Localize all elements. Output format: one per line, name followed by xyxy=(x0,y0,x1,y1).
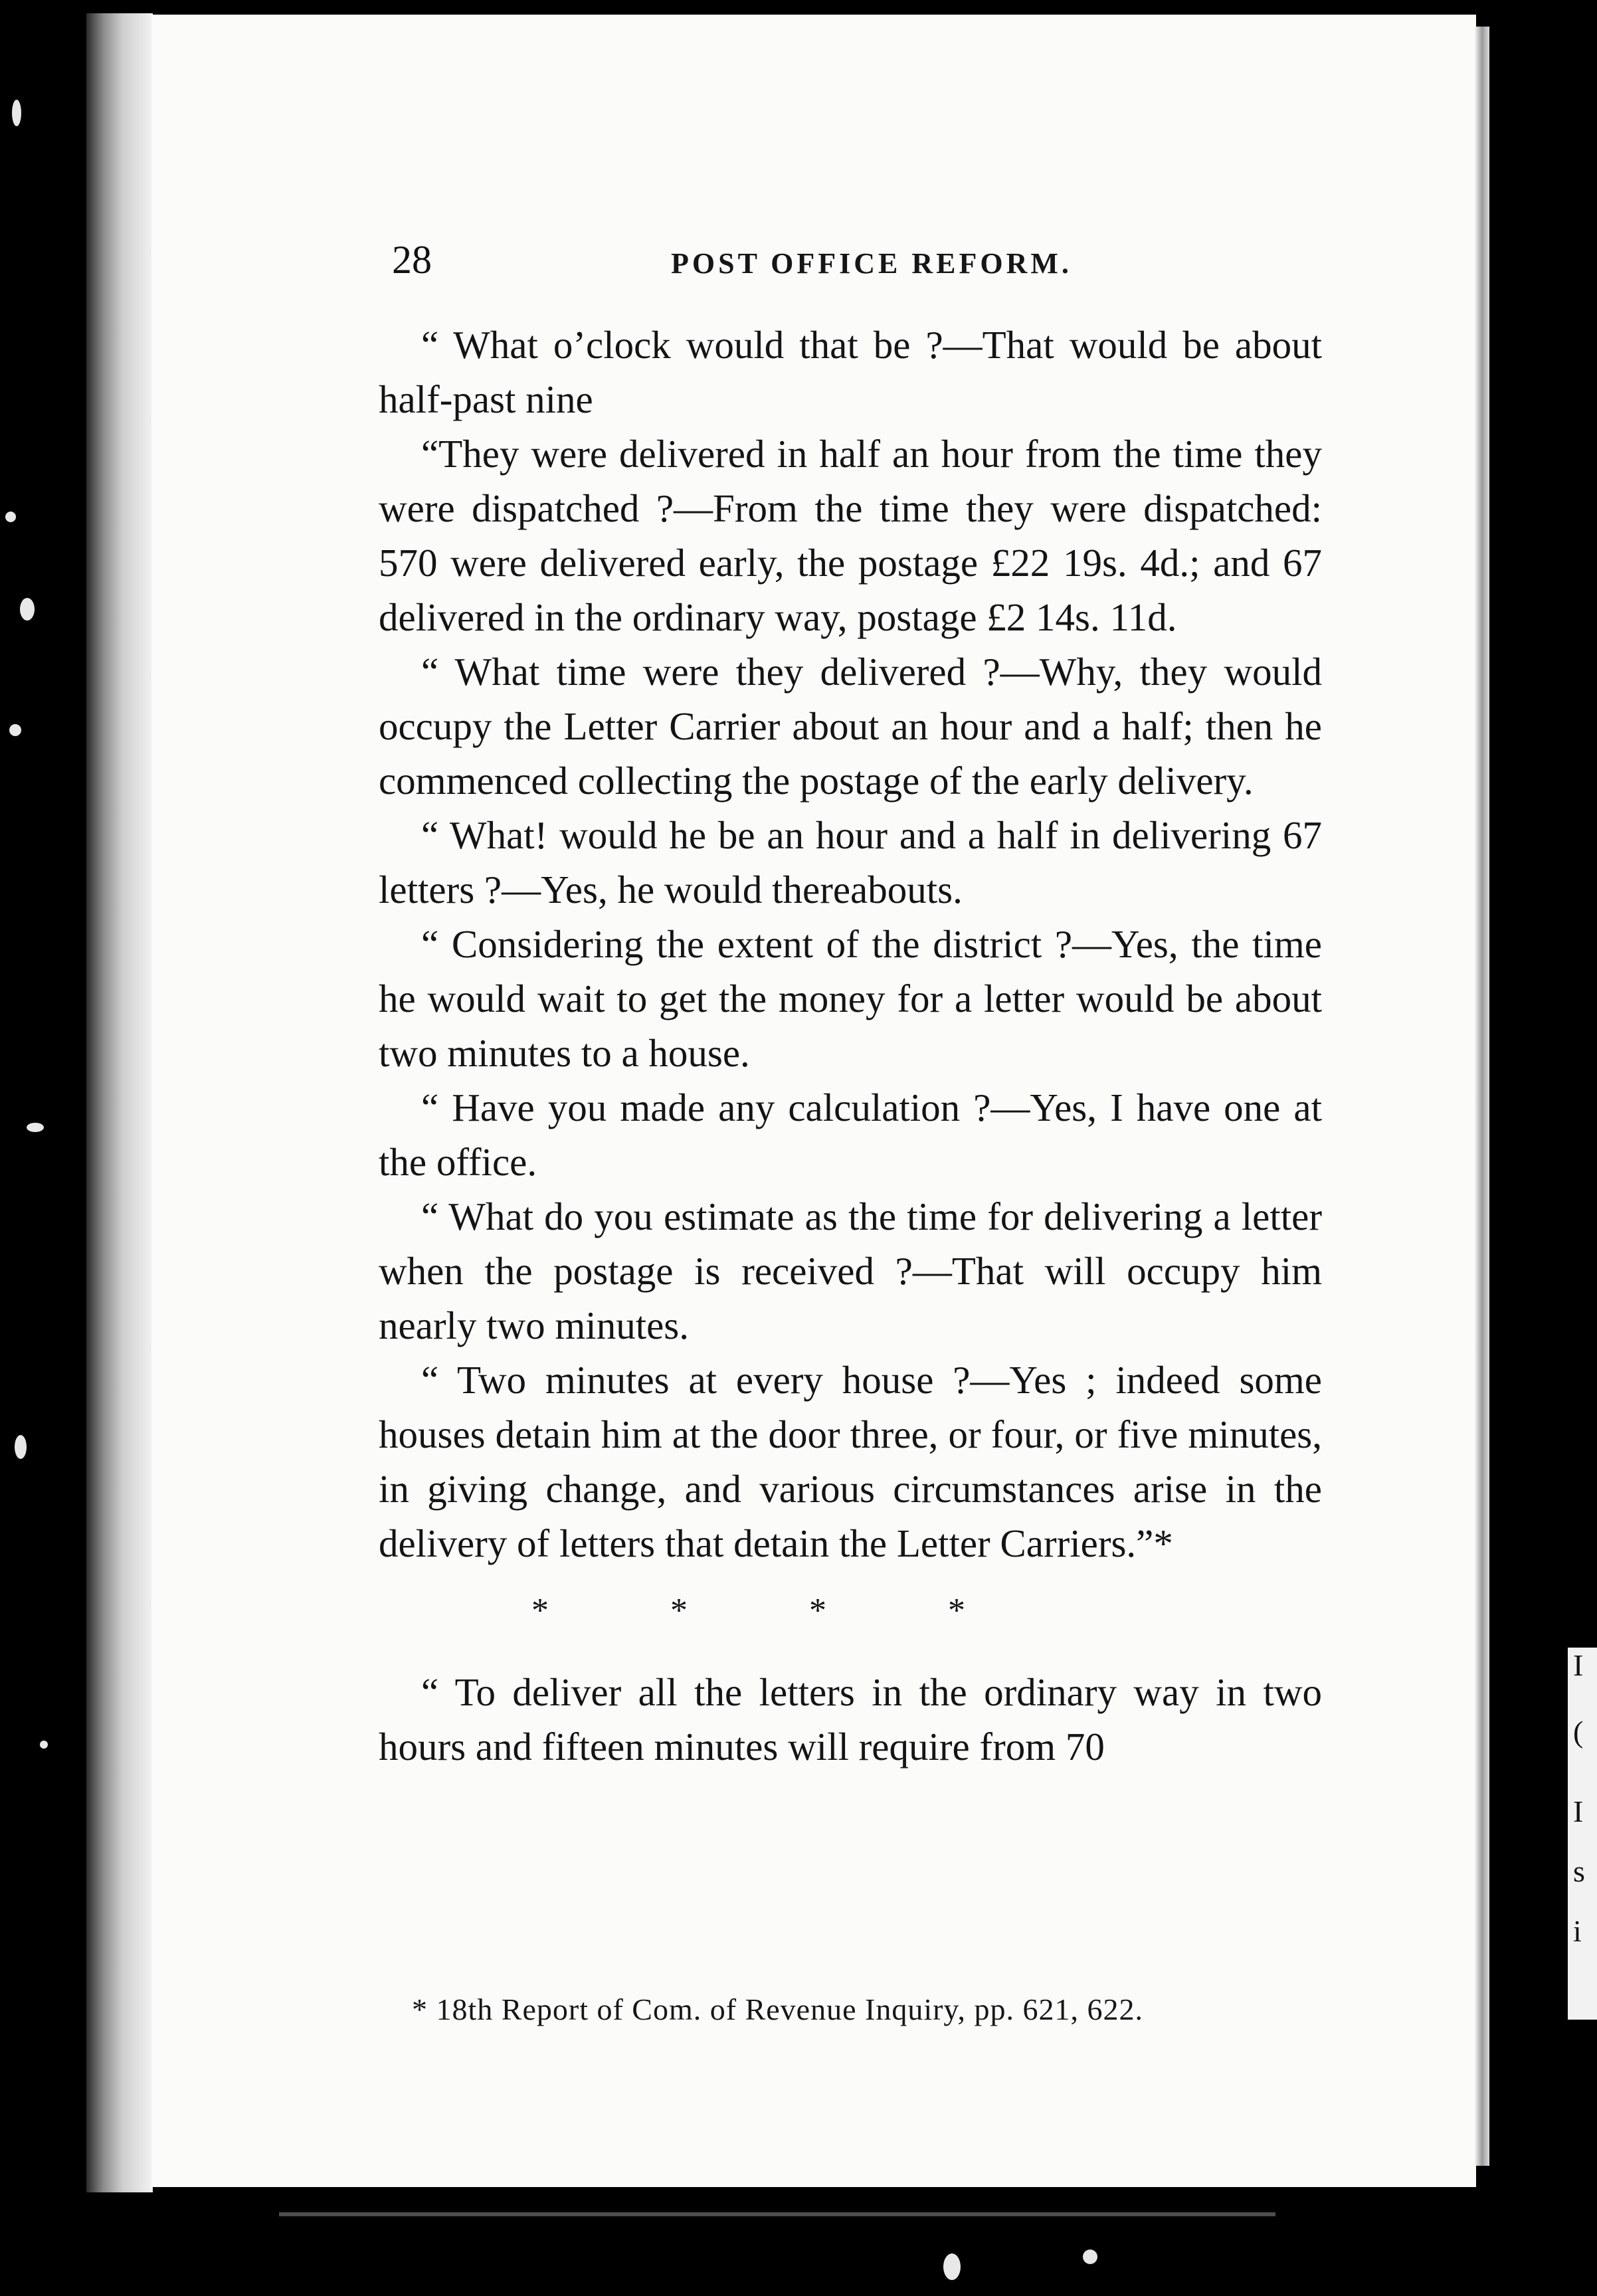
paragraph: “ Two minutes at every house ?—Yes ; indeed some houses detain him at the door three, or four, or five minutes, in giving change, and various circumstances arise in the delivery of letters that detain the Letter Carriers.”* xyxy=(379,1358,1322,1565)
scan-speck xyxy=(15,1435,27,1459)
scan-speck xyxy=(27,1123,44,1132)
closing-paragraph: “ To deliver all the letters in the ordinary way in two hours and fifteen minutes will require from 70 xyxy=(379,1670,1322,1769)
margin-fragment: i xyxy=(1573,1914,1582,1948)
paragraph: “ Considering the extent of the district ?—Yes, the time he would wait to get the money for a letter would be about two minutes to a house. xyxy=(379,922,1322,1075)
scan-artifact xyxy=(279,2212,1275,2216)
scan-speck xyxy=(5,512,16,522)
main-text xyxy=(379,318,1322,1774)
scan-speck xyxy=(40,1741,48,1749)
book-gutter xyxy=(86,13,153,2192)
scan-speck xyxy=(9,724,21,736)
paragraph: “ Have you made any calculation ?—Yes, I have one at the office. xyxy=(379,1086,1322,1184)
margin-fragment: I xyxy=(1573,1794,1584,1828)
footnote: * 18th Report of Com. of Revenue Inquiry, pp. 621, 622. xyxy=(412,1992,1143,2026)
page-edge xyxy=(1475,27,1489,2166)
scan-speck xyxy=(1083,2249,1097,2264)
margin-fragment: s xyxy=(1573,1854,1585,1888)
paragraph: “ What do you estimate as the time for delivering a letter when the postage is received ?—That will occupy him nearly two minutes. xyxy=(379,1195,1322,1347)
scan-speck xyxy=(20,598,35,621)
scan-speck xyxy=(943,2253,961,2280)
margin-fragment: I xyxy=(1573,1648,1584,1682)
margin-fragment: ( xyxy=(1573,1715,1584,1749)
paragraph: “They were delivered in half an hour from the time they were dispatched ?—From the time they were dispatched: 570 were delivered early, the postage £22 19s. 4d.; and 67 delivered in the ordinary way, postage £2 14s. 11d. xyxy=(379,432,1322,639)
scan-speck xyxy=(12,100,21,126)
paragraph: “ What time were they delivered ?—Why, they would occupy the Letter Carrier about an hour and a half; then he commenced collecting the postage of the early delivery. xyxy=(379,650,1322,803)
running-head xyxy=(392,237,1275,297)
paragraph: “ What o’clock would that be ?—That would be about half-past nine xyxy=(379,323,1322,421)
page-number: 28 xyxy=(392,238,432,282)
paragraph: “ What! would he be an hour and a half in delivering 67 letters ?—Yes, he would thereabouts. xyxy=(379,813,1322,911)
running-title: POST OFFICE REFORM. xyxy=(671,247,1072,280)
adjacent-page-fragment xyxy=(1568,1648,1597,2020)
section-separator: * * * * xyxy=(531,1592,965,1630)
